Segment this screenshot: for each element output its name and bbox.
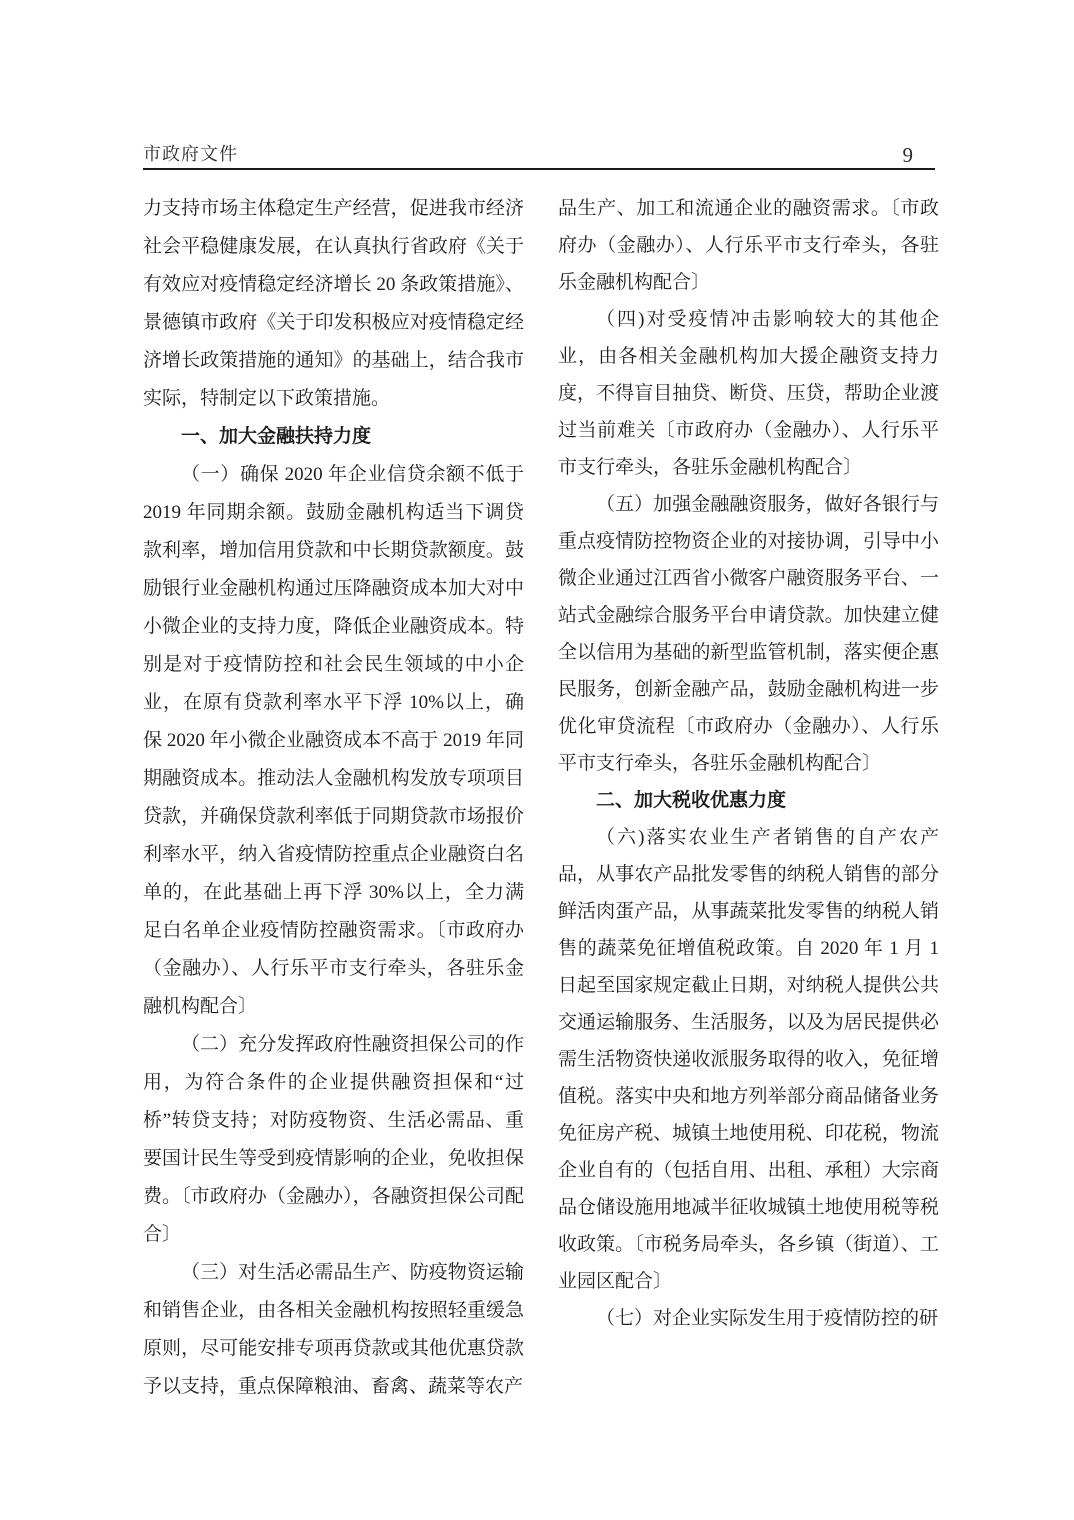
paragraph-item-5: （五）加强金融融资服务，做好各银行与重点疫情防控物资企业的对接协调，引导中小微企业通过江西省小微客户融资服务平台、一站式金融综合服务平台申请贷款。加快建立健全以信用为基础的新型监管机制，落实便企惠民服务，创新金融产品，鼓励金融机构进一步优化审贷流程〔市政府办（金融办）、人行乐平市支行牵头，各驻乐金融机构配合〕 (558, 494, 939, 774)
left-column (143, 190, 524, 1406)
section-heading-finance: 一、加大金融扶持力度 (181, 426, 372, 447)
section-heading-tax: 二、加大税收优惠力度 (596, 790, 787, 811)
paragraph-item-1: （一）确保 2020 年企业信贷余额不低于 2019 年同期余额。鼓励金融机构适当下调贷款利率，增加信用贷款和中长期贷款额度。鼓励银行业金融机构通过压降融资成本加大对中小微企业的支持力度，降低企业融资成本。特别是对于疫情防控和社会民生领域的中小企业，在原有贷款利率水平下浮 10%以上，确保 2020 年小微企业融资成本不高于 2019 年同期融资成本。推动法人金融机构发放专项项目贷款，并确保贷款利率低于同期贷款市场报价利率水平，纳入省疫情防控重点企业融资白名单的，在此基础上再下浮 30%以上，全力满足白名单企业疫情防控融资需求。〔市政府办（金融办）、人行乐平市支行牵头，各驻乐金融机构配合〕 (143, 464, 524, 1017)
paragraph-item-6: （六)落实农业生产者销售的自产农产品，从事农产品批发零售的纳税人销售的部分鲜活肉蛋产品，从事蔬菜批发零售的纳税人销售的蔬菜免征增值税政策。自 2020 年 1 月 1 日起至国家规定截止日期，对纳税人提供公共交通运输服务、生活服务，以及为居民提供必需生活物资快递收派服务取得的收入，免征增值税。落实中央和地方列举部分商品储备业务免征房产税、城镇土地使用税、印花税，物流企业自有的（包括自用、出租、承租）大宗商品仓储设施用地减半征收城镇土地使用税等税收政策。〔市税务局牵头，各乡镇（街道）、工业园区配合〕 (558, 827, 939, 1292)
paragraph-item-4: （四)对受疫情冲击影响较大的其他企业，由各相关金融机构加大援企融资支持力度，不得盲目抽贷、断贷、压贷，帮助企业渡过当前难关〔市政府办（金融办）、人行乐平市支行牵头，各驻乐金融机构配合〕 (558, 309, 939, 478)
page-header (143, 140, 935, 170)
paragraph-item-2: （二）充分发挥政府性融资担保公司的作用，为符合条件的企业提供融资担保和“过桥”转贷支持；对防疫物资、生活必需品、重要国计民生等受到疫情影响的企业，免收担保费。〔市政府办（金融办），各融资担保公司配合〕 (143, 1034, 524, 1245)
paragraph-item-7: （七）对企业实际发生用于疫情防控的研 (596, 1308, 939, 1329)
page-number: 9 (902, 143, 913, 167)
paragraph-item-3: （三）对生活必需品生产、防疫物资运输和销售企业，由各相关金融机构按照轻重缓急原则，尽可能安排专项再贷款或其他优惠贷款予以支持，重点保障粮油、畜禽、蔬菜等农产 (143, 1262, 524, 1397)
header-rule (143, 168, 935, 170)
header-title: 市政府文件 (143, 144, 238, 164)
paragraph-continuation: 力支持市场主体稳定生产经营，促进我市经济社会平稳健康发展，在认真执行省政府《关于有效应对疫情稳定经济增长 20 条政策措施》、景德镇市政府《关于印发积极应对疫情稳定经济增长政策措施的通知》的基础上，结合我市实际，特制定以下政策措施。 (143, 198, 524, 409)
paragraph-continuation: 品生产、加工和流通企业的融资需求。〔市政府办（金融办）、人行乐平市支行牵头，各驻乐金融机构配合〕 (558, 198, 939, 293)
right-column (558, 190, 939, 1406)
two-column-body (143, 190, 939, 1406)
